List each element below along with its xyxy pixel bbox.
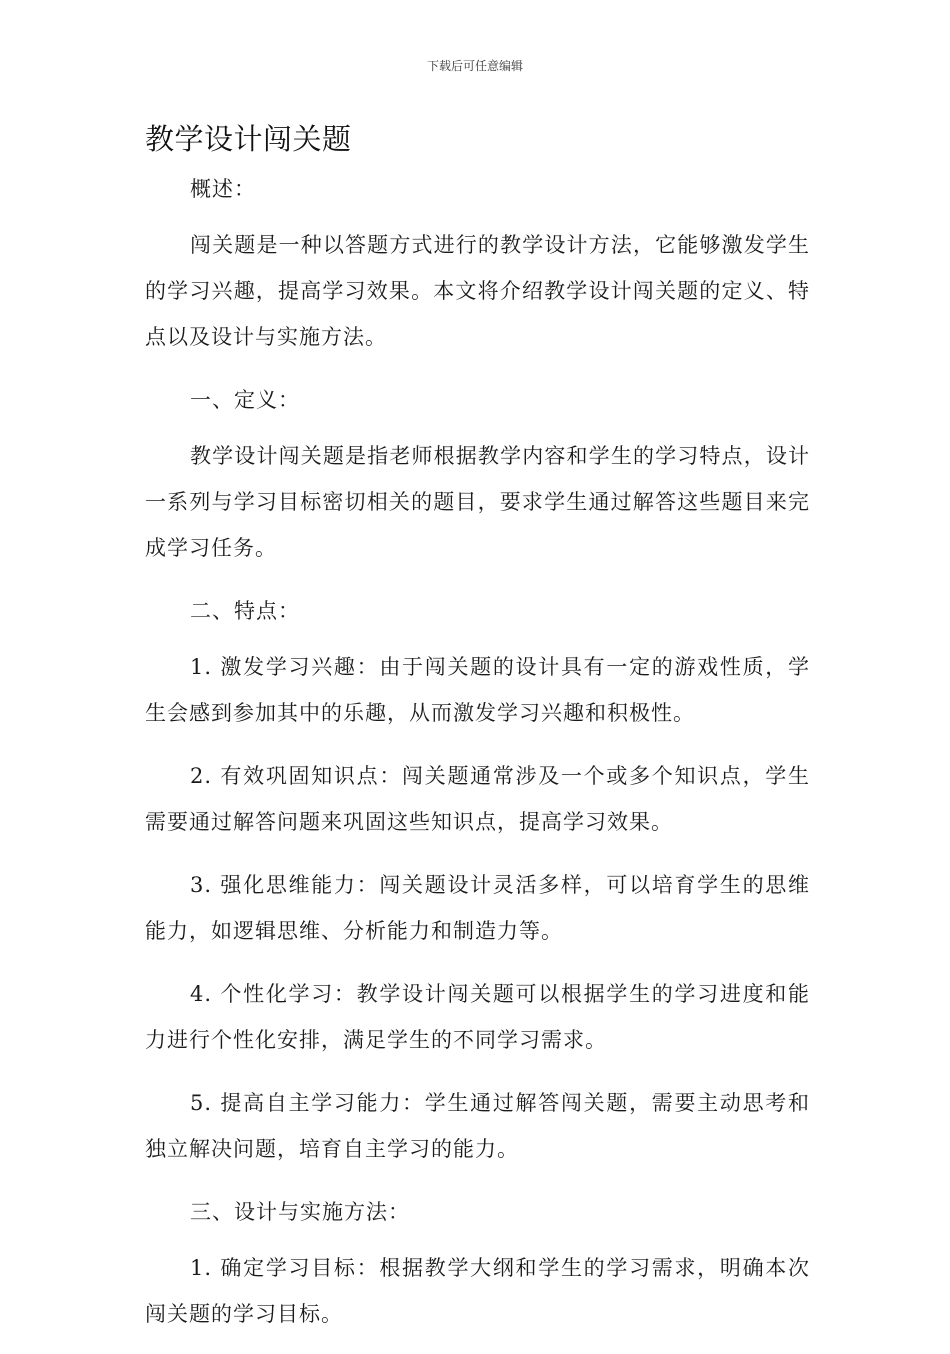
feature-item: 5. 提高自主学习能力：学生通过解答闯关题，需要主动思考和独立解决问题，培育自主学习的能力。 [145,1091,810,1161]
method-item: 1. 确定学习目标：根据教学大纲和学生的学习需求，明确本次闯关题的学习目标。 [145,1256,810,1326]
definition-paragraph: 教学设计闯关题是指老师根据教学内容和学生的学习特点，设计一系列与学习目标密切相关的题目，要求学生通过解答这些题目来完成学习任务。 [145,444,810,560]
overview-heading: 概述： [190,177,256,201]
definition-heading: 一、定义： [190,388,300,412]
feature-item: 2. 有效巩固知识点：闯关题通常涉及一个或多个知识点，学生需要通过解答问题来巩固这些知识点，提高学习效果。 [145,764,810,834]
overview-paragraph: 闯关题是一种以答题方式进行的教学设计方法，它能够激发学生的学习兴趣，提高学习效果。本文将介绍教学设计闯关题的定义、特点以及设计与实施方法。 [145,233,810,349]
feature-item: 3. 强化思维能力：闯关题设计灵活多样，可以培育学生的思维能力，如逻辑思维、分析能力和制造力等。 [145,873,810,943]
methods-heading: 三、设计与实施方法： [190,1200,410,1224]
feature-item: 1. 激发学习兴趣：由于闯关题的设计具有一定的游戏性质，学生会感到参加其中的乐趣，从而激发学习兴趣和积极性。 [145,655,810,725]
feature-item: 4. 个性化学习：教学设计闯关题可以根据学生的学习进度和能力进行个性化安排，满足学生的不同学习需求。 [145,982,810,1052]
document-body [145,166,810,1354]
header-note: 下载后可任意编辑 [426,59,523,73]
features-heading: 二、特点： [190,599,300,623]
document-title: 教学设计闯关题 [145,122,352,156]
